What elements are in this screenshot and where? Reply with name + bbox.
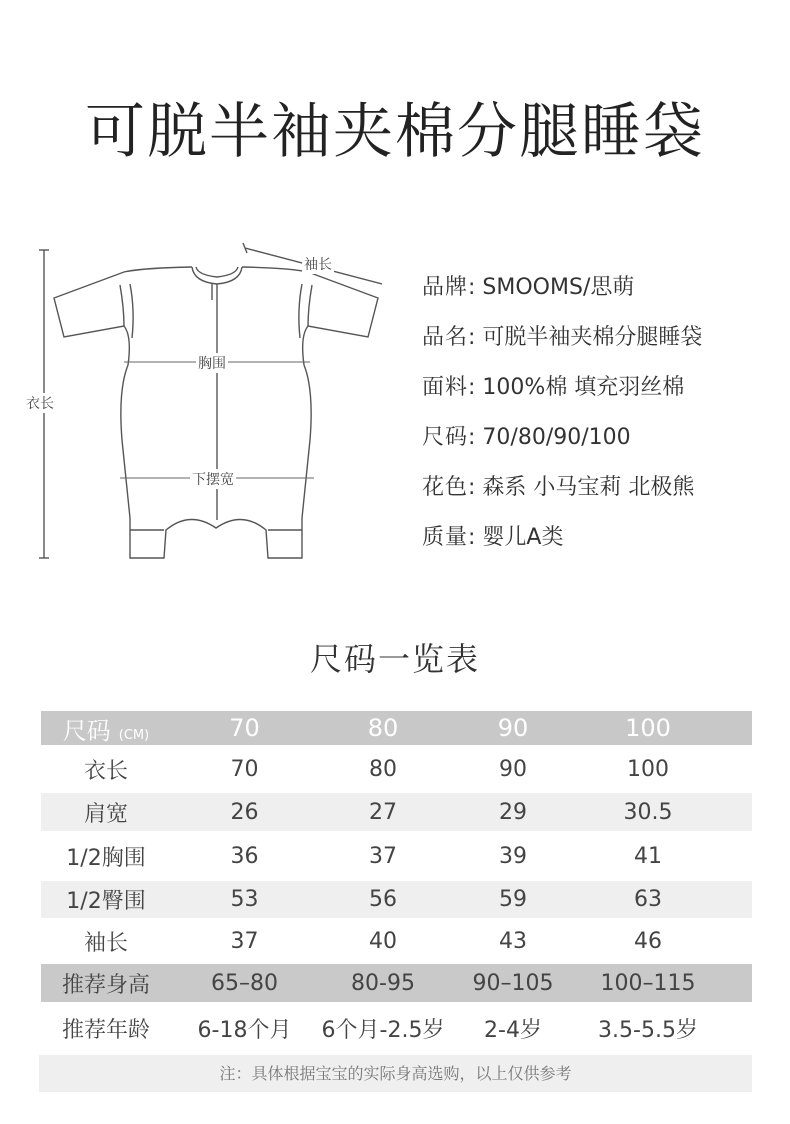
sleeve-length-label: 袖长 bbox=[302, 254, 334, 274]
spec-row: 品名: 可脱半袖夹棉分腿睡袋 bbox=[422, 325, 703, 350]
spec-row: 尺码: 70/80/90/100 bbox=[422, 425, 631, 450]
table-row: 肩宽 26 27 29 30.5 bbox=[41, 793, 752, 831]
product-specs bbox=[422, 270, 702, 570]
table-row: 1/2臀围 53 56 59 63 bbox=[41, 881, 752, 918]
size-table bbox=[41, 711, 752, 1054]
spec-row: 质量: 婴儿A类 bbox=[422, 525, 564, 550]
spec-row: 面料: 100%棉 填充羽丝棉 bbox=[422, 375, 685, 400]
table-row: 袖长 37 40 43 46 bbox=[83, 928, 662, 956]
page-title: 可脱半袖夹棉分腿睡袋 bbox=[85, 97, 705, 167]
header-size-cell: 90 bbox=[497, 714, 529, 742]
spec-row: 花色: 森系 小马宝莉 北极熊 bbox=[422, 475, 695, 500]
header-size-cell: 100 bbox=[625, 714, 671, 742]
header-size-cell: 80 bbox=[367, 714, 399, 742]
size-table-title: 尺码一览表 bbox=[309, 640, 480, 678]
table-row: 推荐身高 65–80 80-95 90–105 100–115 bbox=[41, 964, 752, 1002]
hem-width-label: 下摆宽 bbox=[190, 469, 236, 489]
header-size-cell: 70 bbox=[229, 714, 260, 742]
sleeping-bag-diagram bbox=[20, 240, 400, 570]
header-label-cell: 尺码 (CM) bbox=[62, 716, 150, 745]
table-row: 推荐年龄 6-18个月 6个月-2.5岁 2-4岁 3.5-5.5岁 bbox=[61, 1017, 698, 1043]
table-row: 1/2胸围 36 37 39 41 bbox=[66, 843, 662, 871]
footnote: 注：具体根据宝宝的实际身高选购，以上仅供参考 bbox=[39, 1055, 752, 1092]
table-header-row bbox=[41, 711, 752, 745]
table-row: 衣长 70 80 90 100 bbox=[83, 756, 669, 784]
sleeping-bag-outline bbox=[20, 240, 400, 570]
spec-row: 品牌: SMOOMS/思萌 bbox=[422, 275, 635, 300]
length-label: 衣长 bbox=[24, 393, 56, 413]
chest-label: 胸围 bbox=[196, 353, 228, 373]
